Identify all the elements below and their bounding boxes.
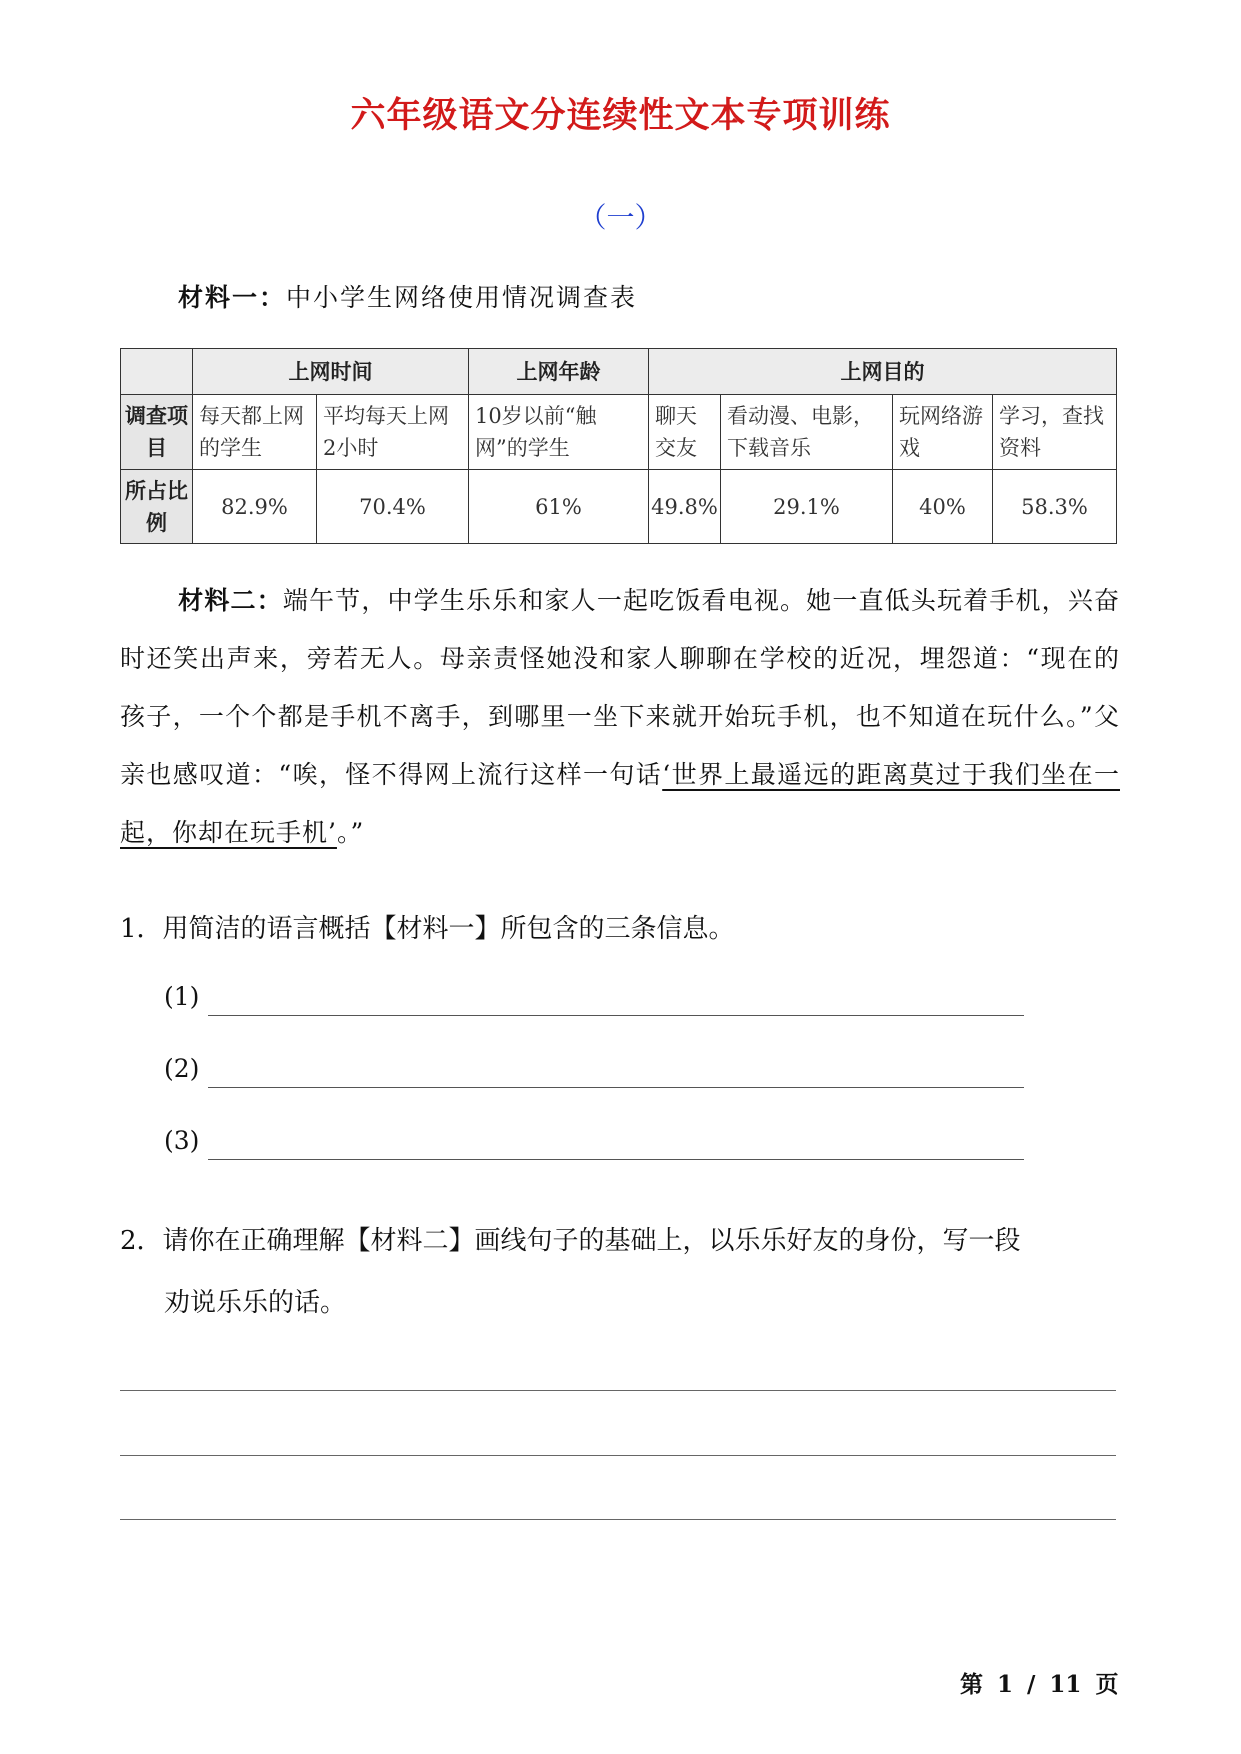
table-cell: 玩网络游戏 [893, 395, 993, 470]
table-group-header: 上网年龄 [469, 349, 649, 395]
underlined-sentence: ‘世界上最遥远的距离莫过于我们坐在一起，你却在玩手机’ [120, 760, 1120, 847]
table-cell: 学习，查找资料 [993, 395, 1117, 470]
table-cell: 29.1% [721, 470, 893, 544]
material-one-heading [178, 278, 637, 314]
table-cell: 10岁以前“触网”的学生 [469, 395, 649, 470]
writing-line[interactable] [120, 1455, 1116, 1456]
material-one-label: 材料一： [178, 283, 287, 312]
table-cell: 61% [469, 470, 649, 544]
table-group-header: 上网目的 [649, 349, 1117, 395]
question-two [120, 1210, 1130, 1334]
writing-line[interactable] [120, 1390, 1116, 1391]
writing-line[interactable] [120, 1519, 1116, 1520]
blank-number: (3) [164, 1126, 200, 1155]
page-number: 第 1 / 11 页 [960, 1671, 1119, 1698]
material-two-text: 端午节，中学生乐乐和家人一起吃饭看电视。她一直低头玩着手机，兴奋时还笑出声来，旁若无人。母亲责怪她没和家人聊聊在学校的近况，埋怨道：“现在的孩子，一个个都是手机不离手，到哪里一坐下来就开始玩手机，也不知道在玩什么。”父亲也感叹道：“唉，怪不得网上流行这样一句话 [120, 586, 1120, 789]
blank-number: (1) [164, 982, 200, 1011]
table-cell: 82.9% [193, 470, 317, 544]
table-cell: 40% [893, 470, 993, 544]
table-cell: 49.8% [649, 470, 721, 544]
table-cell: 70.4% [317, 470, 469, 544]
answer-blank[interactable] [164, 1126, 1024, 1166]
table-cell: 每天都上网的学生 [193, 395, 317, 470]
table-diagonal-cell [121, 349, 193, 395]
table-cell: 58.3% [993, 470, 1117, 544]
survey-table [120, 348, 1117, 544]
material-one-title: 中小学生网络使用情况调查表 [286, 283, 638, 312]
table-cell: 平均每天上网2小时 [317, 395, 469, 470]
answer-rule [208, 1015, 1024, 1016]
material-two-tail: 。” [336, 818, 365, 847]
blank-number: (2) [164, 1054, 200, 1083]
document-title: 六年级语文分连续性文本专项训练 [350, 95, 891, 136]
table-row-header: 调查项目 [121, 395, 193, 470]
answer-rule [208, 1159, 1024, 1160]
material-two-label: 材料二： [178, 586, 283, 615]
answer-blank[interactable] [164, 1054, 1024, 1094]
question-two-line: 2．请你在正确理解【材料二】画线句子的基础上，以乐乐好友的身份，写一段 [120, 1226, 1021, 1256]
question-one: 1．用简洁的语言概括【材料一】所包含的三条信息。 [120, 914, 735, 944]
answer-blank[interactable] [164, 982, 1024, 1022]
table-cell: 聊天交友 [649, 395, 721, 470]
table-row-header: 所占比例 [121, 470, 193, 544]
section-subtitle: （一） [578, 201, 663, 234]
table-cell: 看动漫、电影，下载音乐 [721, 395, 893, 470]
material-two-passage [120, 572, 1120, 862]
table-group-header: 上网时间 [193, 349, 469, 395]
question-two-line: 劝说乐乐的话。 [164, 1288, 347, 1318]
answer-rule [208, 1087, 1024, 1088]
